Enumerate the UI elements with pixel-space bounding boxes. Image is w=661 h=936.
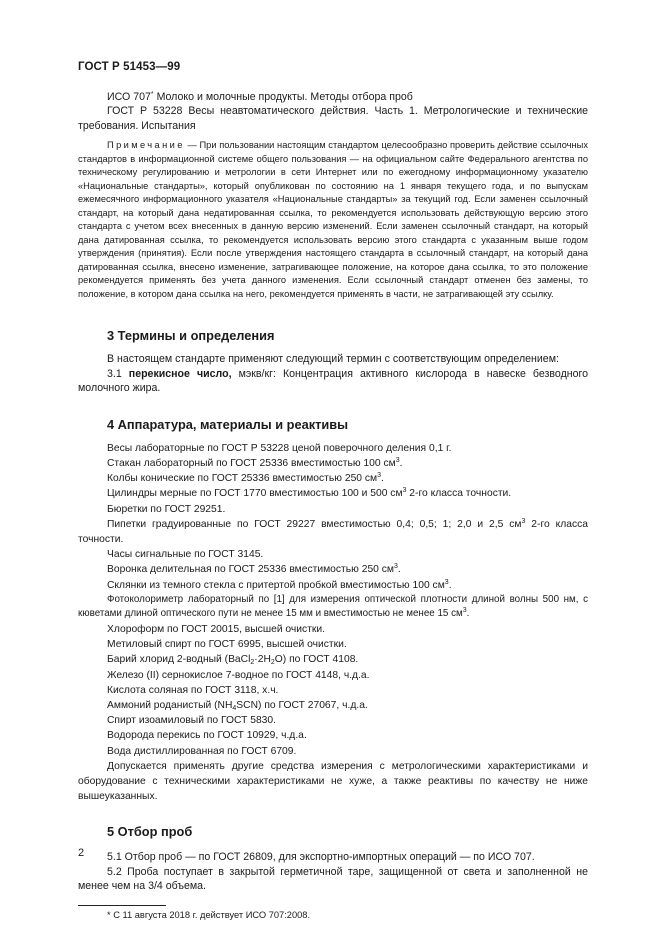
list-item: Железо (II) сернокислое 7-водное по ГОСТ 4148, ч.д.а. [107,669,370,681]
list-item: Фотоколориметр лабораторный по [1] для измерения оптической плотности длиной волны 500 нм, с кюветами длиной оптического пути не менее 15 мм и вместимостью не менее 15 $см^3$. [78,593,588,620]
list-item: Цилиндры мерные по ГОСТ 1770 вместимостью 100 и 500 $см^3$ 2-го класса точности. [107,487,512,500]
section-3-heading: 3 Термины и определения [107,328,275,344]
note-label: Примечание [107,140,185,151]
clause-5-2: 5.2 Проба поступает в закрытой герметичной таре, защищенной от света и заполненной не менее чем на 3/4 объема. [78,865,588,893]
list-item: Стакан лабораторный по ГОСТ 25336 вместимостью 100 $см^3$. [107,456,403,469]
page-number: 2 [78,847,85,859]
section-5-heading: 5 Отбор проб [107,824,193,840]
list-item: Склянки из темного стекла с притертой пробкой вместимостью 100 $см^3$. [107,578,452,591]
list-item: Пипетки градуированные по ГОСТ 29227 вместимостью 0,4; 0,5; 1; 2,0 и 2,5 $см^3$ 2-го класса точности. [78,517,588,545]
list-item: Часы сигнальные по ГОСТ 3145. [107,549,264,561]
list-item: Вода дистиллированная по ГОСТ 6709. [107,745,297,757]
list-item: Спирт изоамиловый по ГОСТ 5830. [107,715,276,727]
list-item: Барий хлорид 2-водный $(BaCl_2\cdot 2H_2O)$ по ГОСТ 4108. [107,654,359,667]
term-3-1: 3.1 перекисное число, мэкв/кг: Концентрация активного кислорода в навеске безводного молочного жира. [78,367,589,395]
list-item: Воронка делительная по ГОСТ 25336 вместимостью 250 $см^3$. [107,563,401,576]
clause-5-1: 5.1 Отбор проб — по ГОСТ 26809, для экспортно-импортных операций — по ИСО 707. [107,851,535,864]
list-item: Водорода перекись по ГОСТ 10929, ч.д.а. [107,730,307,742]
note-paragraph: Примечание — При пользовании настоящим стандартом целесообразно проверить действие ссылочных стандартов в информационной системе общего пользования — на официальном сайте Федерального агентства по техническому регулированию и метрологии в сети Интернет или по ежегодному информационному указателю «Национальные стандарты», который опубликован по состоянию на 1 января текущего года, и по выпускам ежемесячного информационного указателя «Национальные стандарты» за текущий год. Если заменен ссылочный стандарт, на который дана недатированная ссылка, то рекомендуется использовать действующую версию этого стандарта с учетом всех внесенных в данную версию изменений. Если заменен ссылочный стандарт, на который дана датированная ссылка, то рекомендуется использовать версию этого стандарта с указанным выше годом утверждения (принятия). Если после утверждения настоящего стандарта в ссылочный стандарт, на который дана датированная ссылка, внесено изменение, затрагивающее положение, на которое дана ссылка, то это положение рекомендуется применять без учета данного изменения. Если ссылочный стандарт отменен без замены, то положение, в котором дана ссылка на него, рекомендуется применять в части, не затрагивающей эту ссылку. [78,140,588,299]
page-header-title: ГОСТ Р 51453—99 [78,61,181,73]
section-3-intro: В настоящем стандарте применяют следующий термин с соответствующим определением: [107,353,559,366]
reference-gost-53228: ГОСТ Р 53228 Весы неавтоматического действия. Часть 1. Метрологические и технические требования. Испытания [78,105,588,132]
section-4-heading: 4 Аппаратура, материалы и реактивы [107,416,349,432]
list-item: Метиловый спирт по ГОСТ 6995, высшей очистки. [107,639,347,651]
list-item: Аммоний роданистый $(NH_4SCN)$ по ГОСТ 27067, ч.д.а. [107,699,368,712]
list-item: Кислота соляная по ГОСТ 3118, х.ч. [107,684,279,696]
list-item: Весы лабораторные по ГОСТ Р 53228 ценой поверочного деления 0,1 г. [107,442,452,454]
list-item: Колбы конические по ГОСТ 25336 вместимостью 250 $см^3$. [107,472,384,485]
equipment-list [78,441,588,805]
list-item: Бюретки по ГОСТ 29251. [107,503,226,515]
list-item: Хлороформ по ГОСТ 20015, высшей очистки. [107,623,326,635]
list-item: Допускается применять другие средства измерения с метрологическими характеристиками и оборудование с техническими характеристиками не хуже, а также реактивы по качеству не ниже вышеуказанных. [78,760,588,803]
footnote-divider [78,905,166,906]
reference-iso-707: ИСО 707* Молоко и молочные продукты. Методы отбора проб [107,91,413,103]
footnote: * С 11 августа 2018 г. действует ИСО 707:2008. [107,909,311,920]
page-content [78,90,588,922]
